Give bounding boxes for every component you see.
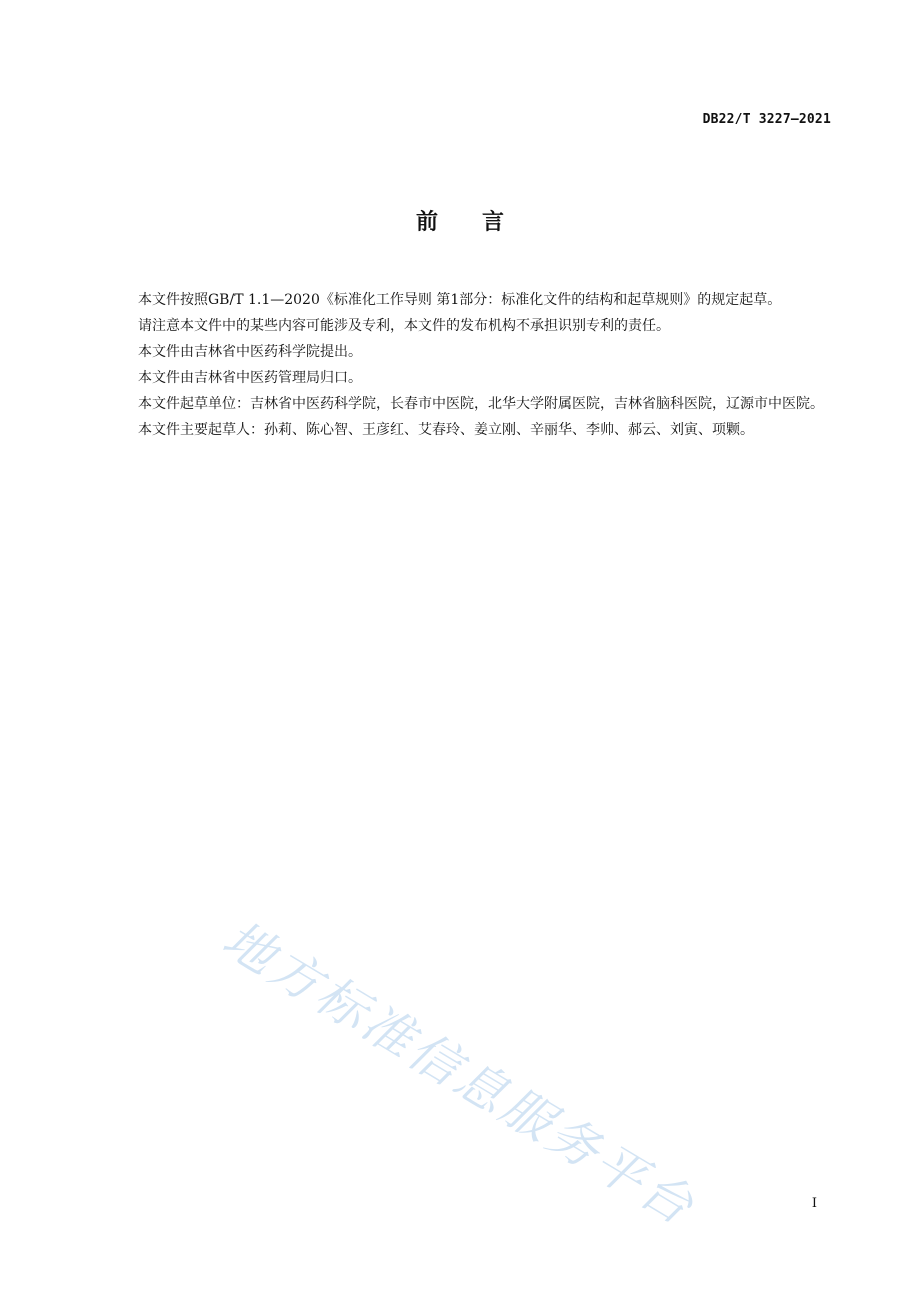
paragraph-drafting-units: 本文件起草单位：吉林省中医药科学院，长春市中医院，北华大学附属医院，吉林省脑科医院，辽源市中医院。 bbox=[138, 396, 824, 412]
standard-code: DB22/T 3227—2021 bbox=[702, 112, 831, 127]
foreword-body bbox=[110, 290, 832, 446]
paragraph-drafters: 本文件主要起草人：孙莉、陈心智、王彦红、艾春玲、姜立刚、辛丽华、李帅、郝云、刘寅、项颗。 bbox=[138, 422, 754, 438]
paragraph-proposer: 本文件由吉林省中医药科学院提出。 bbox=[138, 344, 362, 360]
paragraph-patent-notice: 请注意本文件中的某些内容可能涉及专利，本文件的发布机构不承担识别专利的责任。 bbox=[138, 318, 670, 334]
paragraph-centralized-unit: 本文件由吉林省中医药管理局归口。 bbox=[138, 370, 362, 386]
page-title: 前言 bbox=[415, 210, 548, 235]
page-number: I bbox=[811, 1196, 817, 1211]
paragraph-drafting-rules: 本文件按照GB/T 1.1—2020《标准化工作导则 第1部分：标准化文件的结构和起草规则》的规定起草。 bbox=[138, 292, 782, 308]
watermark: 地方标准信息服务平台 bbox=[213, 909, 706, 1238]
